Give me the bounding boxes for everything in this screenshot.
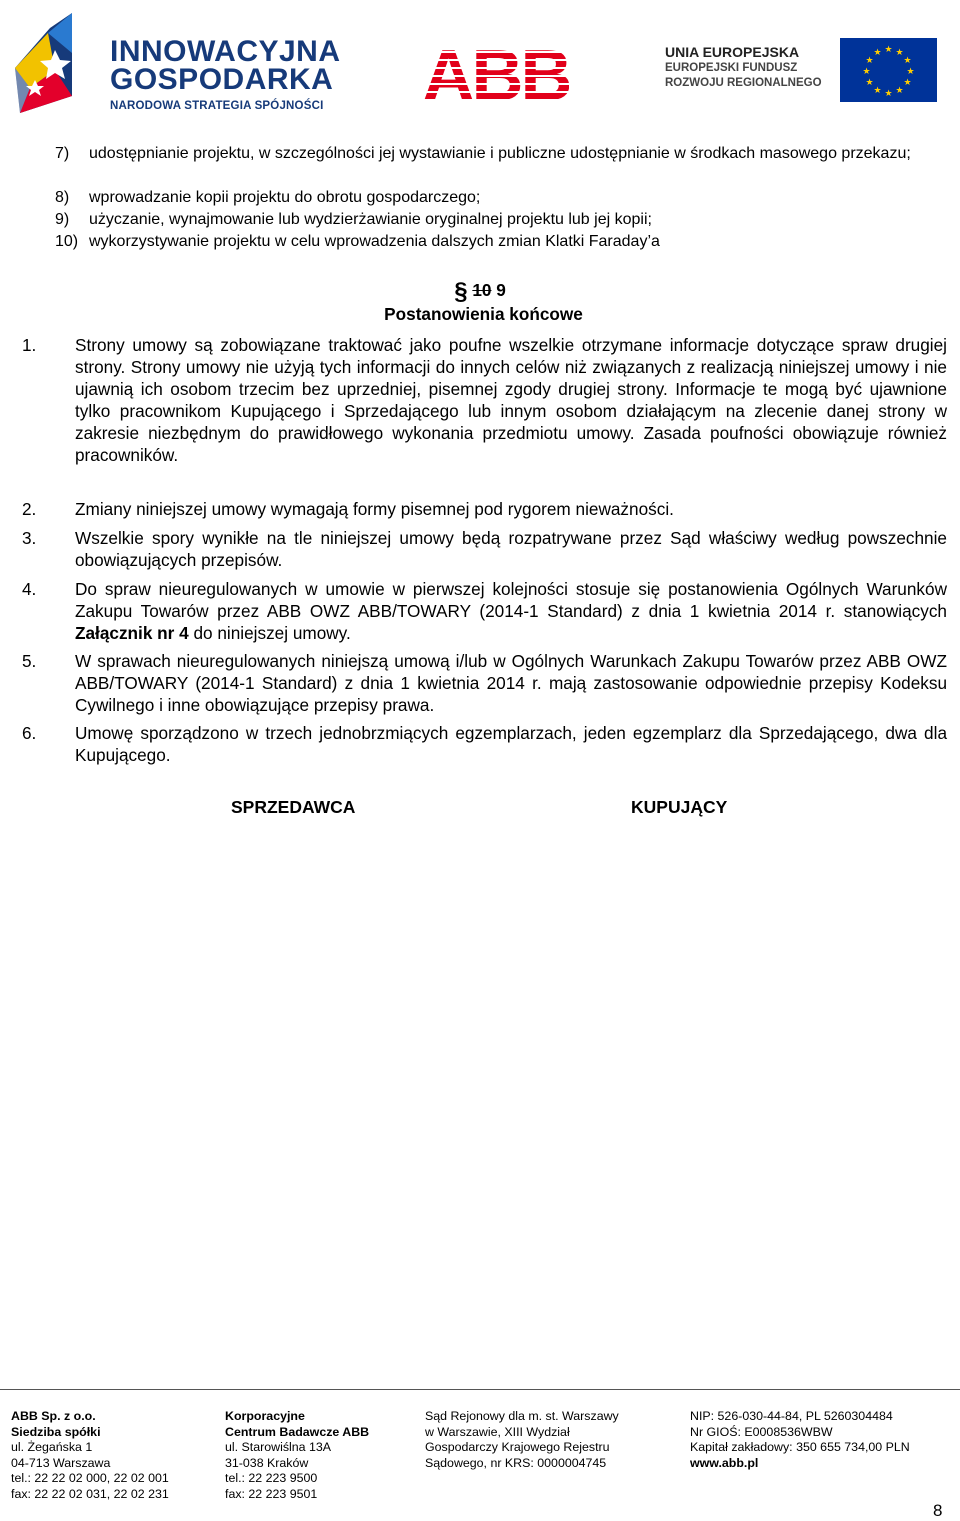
abb-logo-icon: [423, 45, 569, 102]
list-item-number: 7): [55, 145, 70, 162]
footer-line: Kapitał zakładowy: 350 655 734,00 PLN: [690, 1440, 910, 1454]
clause-number: 1.: [22, 335, 37, 355]
ue-logo-line3: ROZWOJU REGIONALNEGO: [665, 77, 822, 89]
footer-line: fax: 22 22 02 031, 22 02 231: [11, 1486, 169, 1501]
footer-line: 31-038 Kraków: [225, 1455, 309, 1470]
clause-text: Wszelkie spory wynikłe na tle niniejszej umowy będą rozpatrywane przez Sąd właściwy według powszechnie obowiązujących przepisów.: [75, 528, 947, 570]
footer-line: Sądowego, nr KRS: 0000004745: [425, 1455, 607, 1470]
clause-item: [22, 334, 947, 466]
clause-item: [22, 650, 947, 716]
svg-text:★: ★: [906, 67, 915, 77]
svg-text:★: ★: [884, 89, 893, 99]
list-item: [55, 211, 948, 229]
clause-text-part: do niniejszej umowy.: [188, 623, 351, 643]
abb-logo-text: ABB: [423, 45, 569, 102]
svg-text:★: ★: [895, 48, 904, 58]
page-header: [0, 0, 960, 125]
list-item-number: 9): [55, 211, 70, 228]
clause-text-part: Do spraw nieuregulowanych w umowie w pierwszej kolejności stosuje się postanowienia Ogólnych Warunków Zakupu Towarów przez ABB OWZ ABB/TOWARY (2014-1 Standard) z dnia 1 kwietnia 2014 r. stanowiących: [75, 579, 947, 621]
clause-number: 2.: [22, 499, 37, 519]
footer-divider: [0, 1389, 960, 1390]
footer-line: fax: 22 223 9501: [225, 1486, 318, 1501]
clause-number: 5.: [22, 651, 37, 671]
clause-text: W sprawach nieuregulowanych niniejszą umową i/lub w Ogólnych Warunkach Zakupu Towarów przez ABB OWZ ABB/TOWARY (2014-1 Standard) z dnia 1 kwietnia 2014 r. mają zastosowanie odpowiednie przepisy Kodeksu Cywilnego i inne obowiązujące przepisy prawa.: [75, 651, 947, 715]
svg-text:★: ★: [873, 86, 882, 96]
svg-text:★: ★: [862, 67, 871, 77]
clause-number: 3.: [22, 528, 37, 548]
abb-logo: [423, 45, 569, 102]
list-item-text: wprowadzanie kopii projektu do obrotu gospodarczego;: [89, 189, 481, 206]
innowacyjna-gospodarka-logo: [10, 8, 350, 120]
ig-logo-line2: GOSPODARKA: [110, 63, 334, 96]
footer-line: Sąd Rejonowy dla m. st. Warszawy: [425, 1409, 619, 1423]
seller-signature-label: SPRZEDAWCA: [231, 797, 356, 817]
list-item-number: 10): [55, 233, 79, 250]
list-item-text: wykorzystywanie projektu w celu wprowadzenia dalszych zmian Klatki Faraday’a: [89, 233, 660, 250]
clause-item: [22, 498, 947, 520]
footer-company-info: [11, 1409, 169, 1502]
clause-item: [22, 722, 947, 766]
footer-line: tel.: 22 22 02 000, 22 02 001: [11, 1471, 169, 1485]
clause-item: [22, 527, 947, 571]
clause-text: Strony umowy są zobowiązane traktować jako poufne wszelkie otrzymane informacje dotyczące spraw drugiej strony. Strony umowy nie użyją tych informacji do innych celów niż związanych z realizacją niniejszej umowy i nie ujawnią ich osobom trzecim bez uprzedniej, pisemnej zgody drugiej strony. Informacje te mogą być ujawnione tylko pracownikom Kupującego i Sprzedającego lub innym osobom działającym na zlecenie danej strony w zakresie niezbędnym do prawidłowego wykonania przedmiotu umowy. Zasada poufności obowiązuje również pracowników.: [75, 335, 947, 465]
attachment-reference: Załącznik nr 4: [75, 623, 189, 643]
list-item: [55, 189, 948, 207]
ue-logo-line1: UNIA EUROPEJSKA: [665, 44, 800, 60]
clause-item: [22, 578, 947, 644]
footer-line: Nr GIOŚ: E0008536WBW: [690, 1424, 833, 1439]
footer-line: Siedziba spółki: [11, 1424, 101, 1439]
ig-emblem-icon: [10, 8, 100, 118]
svg-text:★: ★: [873, 48, 882, 58]
unia-europejska-logo: [665, 38, 945, 103]
footer-line: w Warszawie, XIII Wydział: [425, 1424, 570, 1439]
list-item-number: 8): [55, 189, 70, 206]
footer-line: ul. Starowiślna 13A: [225, 1440, 332, 1454]
section-title: Postanowienia końcowe: [384, 304, 583, 324]
footer-line: Centrum Badawcze ABB: [225, 1424, 370, 1439]
ue-logo-line2: EUROPEJSKI FUNDUSZ: [665, 62, 798, 74]
footer-court-registry: [425, 1409, 619, 1471]
footer-line: NIP: 526-030-44-84, PL 5260304484: [690, 1409, 893, 1423]
eu-flag-icon: [840, 38, 937, 102]
section-new-number: 9: [496, 280, 506, 300]
clause-text: Umowę sporządzono w trzech jednobrzmiących egzemplarzach, jeden egzemplarz dla Sprzedającego, dwa dla Kupującego.: [75, 723, 947, 765]
ig-logo-line3: NARODOWA STRATEGIA SPÓJNOŚCI: [110, 100, 324, 112]
footer-line: ul. Żegańska 1: [11, 1440, 93, 1454]
list-item: [55, 233, 948, 251]
website-link[interactable]: www.abb.pl: [690, 1455, 759, 1470]
clause-number: 6.: [22, 723, 37, 743]
svg-text:★: ★: [865, 78, 874, 88]
section-sign: §: [454, 278, 468, 305]
buyer-signature-label: KUPUJĄCY: [631, 797, 728, 817]
section-number: [0, 278, 960, 306]
clause-text: Zmiany niniejszej umowy wymagają formy pisemnej pod rygorem nieważności.: [75, 499, 674, 519]
footer-research-center: [225, 1409, 369, 1502]
svg-text:★: ★: [895, 86, 904, 96]
svg-text:★: ★: [903, 56, 912, 66]
clause-text: [75, 578, 947, 644]
section-old-number: 10: [472, 280, 492, 300]
page-number: 8: [933, 1501, 943, 1520]
svg-text:★: ★: [903, 78, 912, 88]
footer-line: tel.: 22 223 9500: [225, 1471, 318, 1485]
svg-text:★: ★: [865, 56, 874, 66]
footer-tax-info: [690, 1409, 910, 1471]
ig-logo-line1: INNOWACYJNA: [110, 35, 341, 68]
list-item-text: udostępnianie projektu, w szczególności jej wystawianie i publiczne udostępnianie w środkach masowego przekazu;: [89, 145, 911, 162]
footer-line: 04-713 Warszawa: [11, 1455, 111, 1470]
footer-line: Korporacyjne: [225, 1409, 305, 1423]
clause-number: 4.: [22, 579, 37, 599]
list-item: [55, 145, 948, 163]
svg-text:★: ★: [884, 45, 893, 55]
footer-line: ABB Sp. z o.o.: [11, 1409, 96, 1423]
list-item-text: użyczanie, wynajmowanie lub wydzierżawianie oryginalnej projektu lub jej kopii;: [89, 211, 652, 228]
footer-line: Gospodarczy Krajowego Rejestru: [425, 1440, 610, 1454]
